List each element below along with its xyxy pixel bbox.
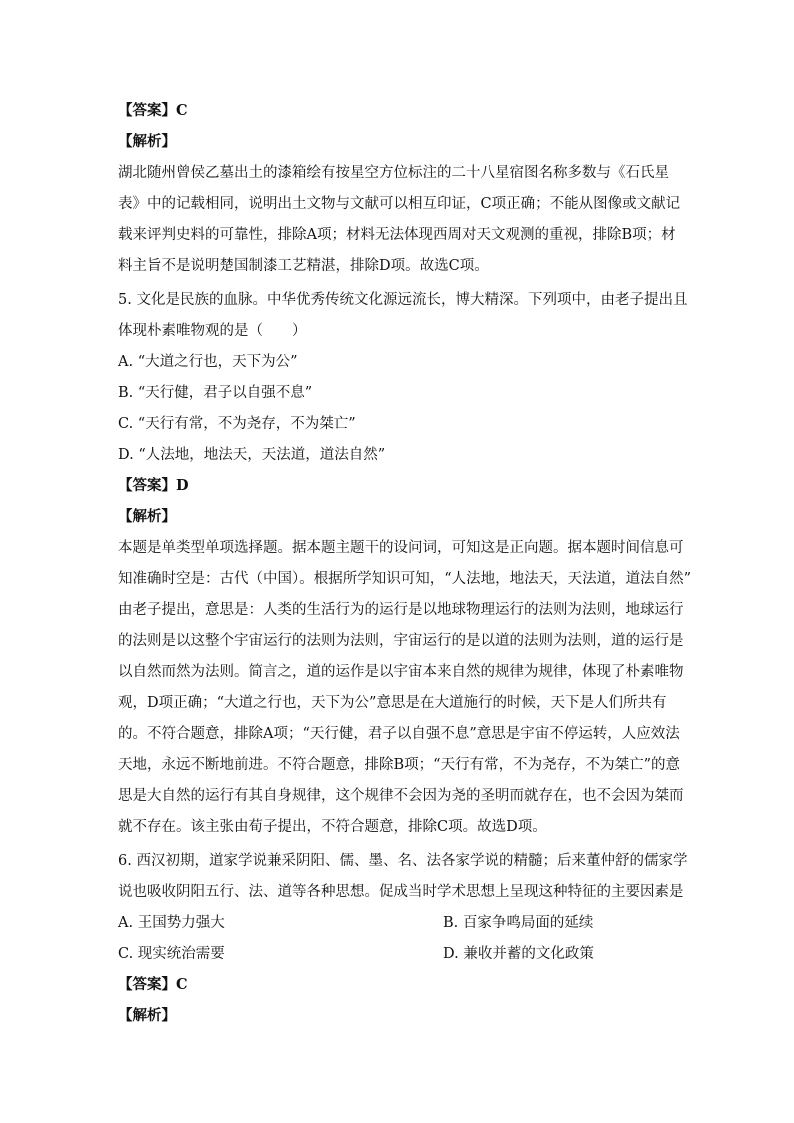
q4-analysis-line: 载来评判史料的可靠性，排除A项；材料无法体现西周对天文观测的重视，排除B项；材 (118, 227, 676, 243)
q5-option-d: D. “人法地，地法天，天法道，道法自然” (118, 447, 386, 463)
q6-analysis-label: 【解析】 (118, 1007, 176, 1024)
q5-analysis-label: 【解析】 (118, 508, 176, 525)
q5-analysis-line: 天地，永远不断地前进。不符合题意，排除B项；“天行有常，不为尧存，不为桀亡”的意 (118, 757, 680, 773)
q5-analysis-line: 本题是单类型单项选择题。据本题主题干的设问词，可知这是正向题。据本题时间信息可 (118, 540, 684, 556)
q5-answer-label: 【答案】D (118, 477, 189, 494)
q5-option-c: C. “天行有常，不为尧存，不为桀亡” (118, 416, 356, 432)
q6-option-c: C. 现实统治需要 (118, 946, 225, 962)
q5-analysis-line: 的。不符合题意，排除A项；“天行健，君子以自强不息”意思是宇宙不停运转，人应效法 (118, 726, 680, 742)
q5-analysis-line: 的法则是以这整个宇宙运行的法则为法则，宇宙运行的是以道的法则为法则，道的运行是 (118, 633, 684, 649)
q6-answer-label: 【答案】C (118, 976, 188, 993)
q4-answer-label: 【答案】C (118, 102, 188, 119)
q5-option-a: A. “大道之行也，天下为公” (118, 354, 298, 370)
q5-analysis-line: 以自然而然为法则。简言之，道的运作是以宇宙本来自然的规律为规律，体现了朴素唯物 (118, 664, 684, 680)
q5-analysis-line: 思是大自然的运行有其自身规律，这个规律不会因为尧的圣明而就存在，也不会因为桀而 (118, 788, 684, 804)
q5-stem-line: 体现朴素唯物观的是（ ） (118, 323, 307, 339)
q6-stem-line: 6. 西汉初期，道家学说兼采阴阳、儒、墨、名、法各家学说的精髓；后来董仲舒的儒家学 (118, 853, 688, 869)
q4-analysis-line: 料主旨不是说明楚国制漆工艺精湛，排除D项。故选C项。 (118, 258, 489, 274)
q6-option-d: D. 兼收并蓄的文化政策 (443, 946, 594, 962)
q4-analysis-label: 【解析】 (118, 133, 176, 150)
q5-analysis-line: 知准确时空是：古代（中国）。根据所学知识可知，“人法地，地法天，天法道，道法自然” (118, 571, 692, 587)
q6-stem-line: 说也吸收阴阳五行、法、道等各种思想。促成当时学术思想上呈现这种特征的主要因素是 (118, 884, 684, 900)
q4-analysis-line: 表》中的记载相同，说明出土文物与文献可以相互印证，C项正确；不能从图像或文献记 (118, 196, 681, 212)
q6-option-a: A. 王国势力强大 (118, 915, 225, 931)
q5-option-b: B. “天行健，君子以自强不息” (118, 385, 313, 401)
q6-option-b: B. 百家争鸣局面的延续 (443, 915, 594, 931)
q5-stem-line: 5. 文化是民族的血脉。中华优秀传统文化源远流长，博大精深。下列项中，由老子提出且 (118, 292, 688, 308)
q4-analysis-line: 湖北随州曾侯乙墓出土的漆箱绘有按星空方位标注的二十八星宿图名称多数与《石氏星 (118, 165, 669, 181)
q5-analysis-line: 由老子提出，意思是：人类的生活行为的运行是以地球物理运行的法则为法则，地球运行 (118, 602, 684, 618)
q5-analysis-line: 观，D项正确；“大道之行也，天下为公”意思是在大道施行的时候，天下是人们所共有 (118, 695, 667, 711)
q5-analysis-line: 就不存在。该主张由荀子提出，不符合题意，排除C项。故选D项。 (118, 819, 547, 835)
